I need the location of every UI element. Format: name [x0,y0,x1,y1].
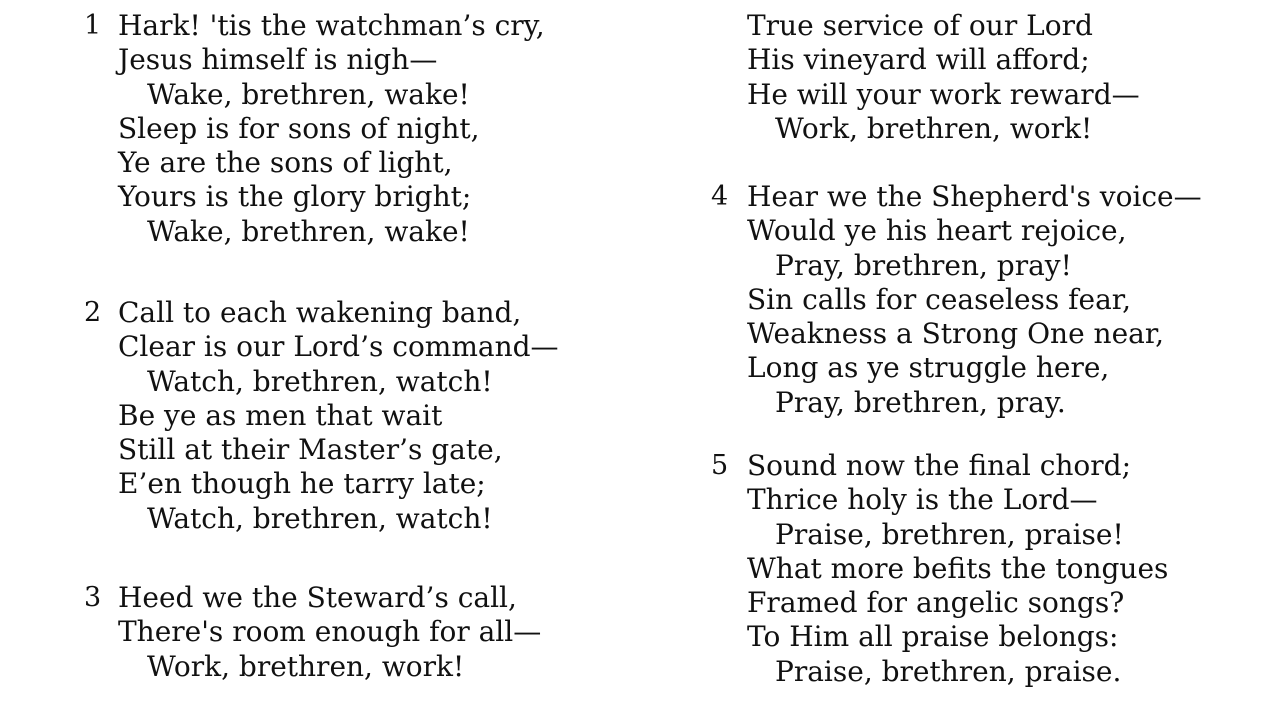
verse-line: Would ye his heart rejoice, [747,214,1127,248]
stanza-number: 3 [84,582,102,613]
refrain-line: Praise, brethren, praise! [775,517,1124,551]
verse-line: Call to each wakening band, [118,296,522,329]
verse-line: He will your work reward— [747,77,1140,111]
verse-line: Clear is our Lord’s command— [118,330,559,364]
verse-line: Be ye as men that wait [118,398,443,432]
verse-line: His vineyard will afford; [747,43,1090,77]
stanza-2 [84,296,644,536]
stanza-5 [711,449,1271,689]
refrain-line: Wake, brethren, wake! [147,77,470,111]
refrain-line: Pray, brethren, pray. [775,385,1066,419]
verse-line: Hark! 'tis the watchman’s cry, [118,9,545,42]
stanza-3-continued [711,9,1271,146]
stanza-number: 2 [84,297,102,328]
stanza-number: 4 [711,181,729,212]
refrain-line: Pray, brethren, pray! [775,248,1072,282]
verse-line: Thrice holy is the Lord— [747,483,1098,517]
verse-line: Ye are the sons of light, [118,146,453,180]
verse-line: Framed for angelic songs? [747,586,1125,620]
stanza-3 [84,581,644,684]
verse-line: Still at their Master’s gate, [118,433,503,467]
verse-line: Sin calls for ceaseless fear, [747,282,1132,316]
verse-line: There's room enough for all— [118,615,542,649]
stanza-1 [84,9,644,249]
refrain-line: Work, brethren, work! [775,111,1093,145]
verse-line: Long as ye struggle here, [747,351,1110,385]
verse-line: Sleep is for sons of night, [118,111,480,145]
verse-line: Hear we the Shepherd's voice— [747,180,1202,213]
stanza-number: 1 [84,10,102,41]
verse-line: What more befits the tongues [747,551,1169,585]
refrain-line: Watch, brethren, watch! [147,364,493,398]
refrain-line: Work, brethren, work! [147,649,465,683]
verse-line: Yours is the glory bright; [118,180,472,214]
verse-line: E’en though he tarry late; [118,467,486,501]
verse-line: Sound now the final chord; [747,449,1132,482]
refrain-line: Wake, brethren, wake! [147,214,470,248]
refrain-line: Praise, brethren, praise. [775,654,1122,688]
verse-line: To Him all praise belongs: [747,620,1119,654]
refrain-line: Watch, brethren, watch! [147,501,493,535]
stanza-number: 5 [711,450,729,481]
verse-line: Weakness a Strong One near, [747,317,1165,351]
verse-line: Heed we the Steward’s call, [118,581,517,614]
verse-line: Jesus himself is nigh— [118,43,438,77]
verse-line: True service of our Lord [747,9,1093,42]
stanza-4 [711,180,1271,420]
